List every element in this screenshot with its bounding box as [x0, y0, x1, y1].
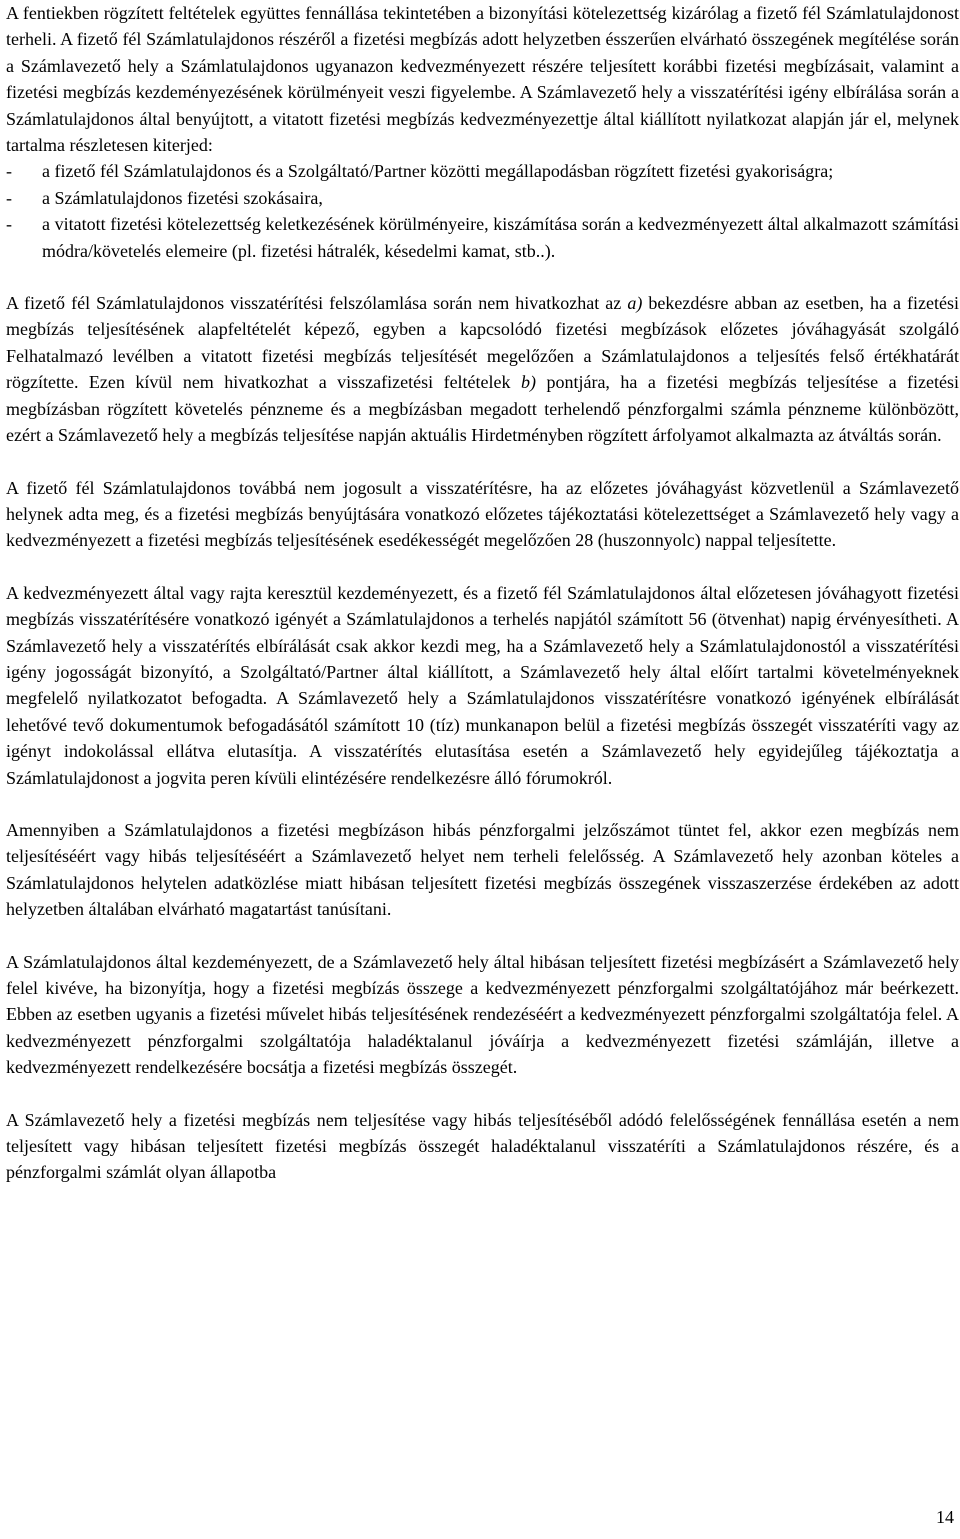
document-page — [6, 0, 959, 1186]
list-dash: - — [6, 161, 12, 182]
paragraph-spacer — [6, 1081, 959, 1107]
paragraph-intro: A fentiekben rögzített feltételek együttes fennállása tekintetében a bizonyítási kötelezettség kizárólag a fizető fél Számlatulajdonost terheli. A fizető fél Számlatulajdonos részéről a fizetési megbízás adott helyzetben ésszerűen elvárható összegének megítélése során a Számlavezető hely a Számlatulajdonos ugyanazon kedvezményezett részére teljesített korábbi fizetési megbízásait, valamint a fizetési megbízás kezdeményezésének körülményeit veszi figyelembe. A Számlavezető hely a visszatérítési igény elbírálása során a Számlatulajdonos által benyújtott, a vitatott fizetési megbízás kedvezményezettje által kiállított nyilatkozat alapján jár el, melynek tartalma részletesen kiterjed: — [6, 3, 959, 156]
paragraph-liability: A Számlavezető hely a fizetési megbízás nem teljesítése vagy hibás teljesítéséből adódó felelősségének fennállása esetén a nem teljesített vagy hibásan teljesített fizetési megbízás összegét haladéktalanul visszatéríti a Számlatulajdonos részére, és a pénzforgalmi számlát olyan állapotba — [6, 1109, 959, 1183]
list-item — [6, 185, 959, 211]
page-number: 14 — [936, 1507, 954, 1527]
paragraph-spacer — [6, 554, 959, 580]
conditions-list — [6, 158, 959, 264]
paragraph-spacer — [6, 449, 959, 475]
paragraph-text: A fizető fél Számlatulajdonos visszatérítési felszólamlása során nem hivatkozhat az — [6, 293, 628, 314]
list-dash: - — [6, 187, 12, 208]
list-item-text: a Számlatulajdonos fizetési szokásaira, — [42, 187, 323, 208]
paragraph-text: pontjára, ha a fizetési megbízás teljesítése a fizetési megbízásban rögzített követelés pénzneme és a megbízásban megadott terhelendő pénzforgalmi számla pénzneme különbözött, ezért a Számlavezető hely a megbízás teljesítése napján aktuális Hirdetményben rögzített árfolyamot alkalmazta az átváltás során. — [6, 372, 960, 446]
paragraph-wrong-account-number: Amennyiben a Számlatulajdonos a fizetési megbízáson hibás pénzforgalmi jelzőszámot tüntet fel, akkor ezen megbízás nem teljesítéséért vagy hibás teljesítéséért a Számlavezető helyet nem terheli felelősség. A Számlavezető hely azonban köteles a Számlatulajdonos helytelen adatközlése miatt hibásan teljesített fizetési megbízás összegének visszaszerzése érdekében az adott helyzetben általában elvárható magatartást tanúsítani. — [6, 819, 959, 920]
reference-b: b) — [521, 372, 536, 393]
paragraph-faulty-execution: A Számlatulajdonos által kezdeményezett, de a Számlavezető hely által hibásan teljesített fizetési megbízásért a Számlavezető hely felel kivéve, ha bizonyítja, hogy a fizetési megbízás összege a kedvezményezett pénzforgalmi szolgáltatójához már beérkezett. Ebben az esetben ugyanis a fizetési művelet hibás teljesítésének rendezéséért a kedvezményezett pénzforgalmi szolgáltatója felel. A kedvezményezett pénzforgalmi szolgáltatója haladéktalanul jóváírja a kedvezményezett fizetési számláján, illetve a kedvezményezett rendelkezésére bocsátja a fizetési megbízás összegét. — [6, 951, 959, 1078]
paragraph-spacer — [6, 791, 959, 817]
list-item-text: a fizető fél Számlatulajdonos és a Szolgáltató/Partner közötti megállapodásban rögzített fizetési gyakoriságra; — [42, 161, 834, 182]
list-item — [6, 211, 959, 264]
paragraph-no-refund: A fizető fél Számlatulajdonos továbbá nem jogosult a visszatérítésre, ha az előzetes jóváhagyást közvetlenül a Számlavezető helynek adta meg, és a fizetési megbízás benyújtására vonatkozó előzetes tájékoztatási kötelezettséget a Számlavezető hely vagy a kedvezményezett a fizetési megbízás teljesítésének esedékességét megelőzően 28 (huszonnyolc) nappal teljesítette. — [6, 477, 959, 551]
paragraph-refund-objection — [6, 290, 959, 448]
reference-a: a) — [627, 293, 643, 314]
list-item — [6, 158, 959, 184]
paragraph-text: bekezdésre abban az esetben, ha a fizetési megbízás teljesítésének alapfeltételét képező, egyben a kapcsolódó fizetési megbízások előzetes jóváhagyását szolgáló Felhatalmazó levélben a vitatott fizetési megbízás teljesítését megelőzően a Számlatulajdonos a teljesítés felső értékhatárát rögzítette. Ezen kívül nem hivatkozhat a visszafizetési feltételek — [6, 293, 959, 393]
list-dash: - — [6, 214, 12, 235]
paragraph-spacer — [6, 264, 959, 290]
paragraph-refund-claim: A kedvezményezett által vagy rajta keresztül kezdeményezett, és a fizető fél Számlatulajdonos által előzetesen jóváhagyott fizetési megbízás visszatérítésére vonatkozó igényét a Számlatulajdonos a terhelés napjától számított 56 (ötvenhat) napig érvényesítheti. A Számlavezető hely a visszatérítés elbírálását csak akkor kezdi meg, ha a Számlavezető hely a Számlatulajdonostól a visszatérítési igény jogosságát bizonyító, a Szolgáltató/Partner által kiállított, a Számlavezető hely által előírt tartalmi követelményeknek megfelelő nyilatkozatot befogadta. A Számlavezető hely a Számlatulajdonos visszatérítésre vonatkozó igényének elbírálását lehetővé tevő dokumentumok befogadásától számított 10 (tíz) munkanapon belül a fizetési megbízás összegét visszatéríti vagy az igényt indokolással ellátva elutasítja. A visszatérítés elutasítása esetén a Számlavezető hely egyidejűleg tájékoztatja a Számlatulajdonost a jogvita peren kívüli elintézésére rendelkezésre álló fórumokról. — [6, 582, 959, 788]
paragraph-spacer — [6, 923, 959, 949]
list-item-text: a vitatott fizetési kötelezettség keletkezésének körülményeire, kiszámítása során a kedvezményezett által alkalmazott számítási módra/követelés elemeire (pl. fizetési hátralék, késedelmi kamat, stb..). — [42, 214, 959, 261]
